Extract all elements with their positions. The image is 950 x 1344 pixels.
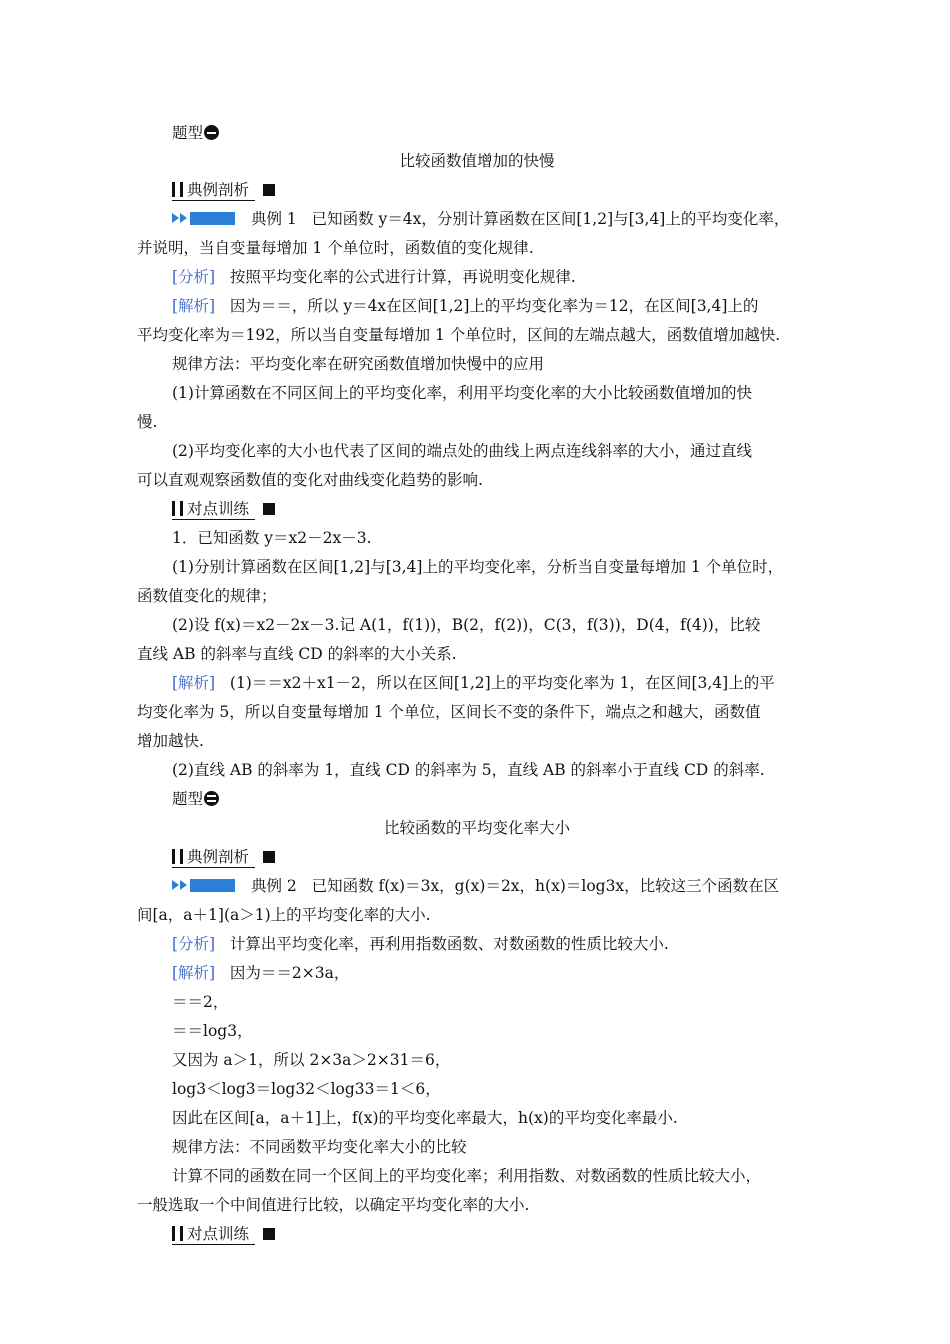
type1-analysis-header bbox=[172, 180, 275, 201]
section-header-underline bbox=[172, 499, 255, 520]
bar-icon bbox=[180, 849, 183, 864]
type2-solution-line4: 又因为 a＞1，所以 2×3a＞2×31＝6， bbox=[172, 1051, 451, 1069]
analysis-tag: [分析] bbox=[172, 268, 216, 286]
bar-icon bbox=[172, 501, 175, 516]
example-text: 已知函数 f(x)＝3x，g(x)＝2x，h(x)＝log3x，比较这三个函数在区 bbox=[311, 877, 780, 895]
type1-practice-header bbox=[172, 499, 275, 520]
section-header-underline bbox=[172, 180, 255, 201]
example-marker-icon bbox=[172, 212, 235, 225]
type1-method-title: 规律方法：平均变化率在研究函数值增加快慢中的应用 bbox=[172, 355, 545, 373]
analysis-text: 计算出平均变化率，再利用指数函数、对数函数的性质比较大小. bbox=[229, 935, 669, 953]
practice1-q1-line2: 函数值变化的规律； bbox=[137, 587, 277, 605]
practice1-problem: 1．已知函数 y＝x2－2x－3. bbox=[172, 529, 372, 547]
square-icon bbox=[263, 851, 275, 863]
type2-solution-line1 bbox=[172, 963, 349, 983]
type2-title: 比较函数的平均变化率大小 bbox=[383, 819, 570, 837]
solution-tag: [解析] bbox=[172, 964, 216, 982]
example-label: 典例 2 bbox=[251, 877, 297, 895]
practice1-q1-line1: (1)分别计算函数在区间[1,2]与[3,4]上的平均变化率，分析当自变量每增加 1 个单位时， bbox=[172, 558, 784, 576]
bar-icon bbox=[180, 501, 183, 516]
circled-two-icon bbox=[204, 791, 219, 806]
solution-tag: [解析] bbox=[172, 297, 216, 315]
type1-tag bbox=[172, 123, 219, 143]
type1-method2-line1: (2)平均变化率的大小也代表了区间的端点处的曲线上两点连线斜率的大小，通过直线 bbox=[172, 442, 752, 460]
solution-text: (1)＝＝x2＋x1－2，所以在区间[1,2]上的平均变化率为 1，在区间[3,4]上的平 bbox=[229, 674, 775, 692]
type2-method-line1: 计算不同的函数在同一个区间上的平均变化率；利用指数、对数函数的性质比较大小， bbox=[172, 1167, 762, 1185]
type1-example-line2: 并说明，当自变量每增加 1 个单位时，函数值的变化规律. bbox=[137, 239, 534, 257]
type1-analysis bbox=[172, 267, 576, 287]
type2-analysis bbox=[172, 934, 669, 954]
solution-text: 因为＝＝，所以 y＝4x在区间[1,2]上的平均变化率为＝12，在区间[3,4]上的 bbox=[229, 297, 759, 315]
type2-analysis-header bbox=[172, 847, 275, 868]
type2-example-line1 bbox=[172, 876, 779, 896]
example-text: 已知函数 y＝4x，分别计算函数在区间[1,2]与[3,4]上的平均变化率， bbox=[311, 210, 790, 228]
square-icon bbox=[263, 184, 275, 196]
practice1-solution-line1 bbox=[172, 673, 775, 693]
square-icon bbox=[263, 1228, 275, 1240]
section-header-underline bbox=[172, 1224, 255, 1245]
type1-title: 比较函数值增加的快慢 bbox=[399, 152, 555, 170]
solution-tag: [解析] bbox=[172, 674, 216, 692]
practice1-q2-line2: 直线 AB 的斜率与直线 CD 的斜率的大小关系. bbox=[137, 645, 457, 663]
example-label: 典例 1 bbox=[251, 210, 297, 228]
section-header-label: 对点训练 bbox=[187, 1225, 250, 1243]
type-label: 题型 bbox=[172, 124, 204, 142]
bar-icon bbox=[172, 1226, 175, 1241]
type2-solution-line6: 因此在区间[a，a＋1]上，f(x)的平均变化率最大，h(x)的平均变化率最小. bbox=[172, 1109, 678, 1127]
example-marker-icon bbox=[172, 879, 235, 892]
type2-method-line2: 一般选取一个中间值进行比较，以确定平均变化率的大小. bbox=[137, 1196, 530, 1214]
square-icon bbox=[263, 503, 275, 515]
section-header-underline bbox=[172, 847, 255, 868]
type1-method1-line2: 慢. bbox=[137, 413, 158, 431]
section-header-label: 典例剖析 bbox=[187, 848, 250, 866]
practice1-solution-line2: 均变化率为 5，所以自变量每增加 1 个单位，区间长不变的条件下，端点之和越大，函数值 bbox=[137, 703, 761, 721]
type2-solution-line3: ＝＝log3， bbox=[172, 1022, 253, 1040]
solution-text: 因为＝＝2×3a， bbox=[229, 964, 350, 982]
type2-example-line2: 间[a，a＋1](a＞1)上的平均变化率的大小. bbox=[137, 906, 431, 924]
section-header-label: 典例剖析 bbox=[187, 181, 250, 199]
section-header-label: 对点训练 bbox=[187, 500, 250, 518]
type1-solution-line1 bbox=[172, 296, 758, 316]
bar-icon bbox=[180, 1226, 183, 1241]
type1-example-line1 bbox=[172, 209, 789, 229]
analysis-tag: [分析] bbox=[172, 935, 216, 953]
type2-method-title: 规律方法：不同函数平均变化率大小的比较 bbox=[172, 1138, 467, 1156]
circled-one-icon bbox=[204, 125, 219, 140]
type2-solution-line5: log3＜log3＝log32＜log33＝1＜6， bbox=[172, 1080, 441, 1098]
practice1-q2-line1: (2)设 f(x)＝x2－2x－3.记 A(1，f(1))，B(2，f(2))，C(3，f(3))，D(4，f(4))，比较 bbox=[172, 616, 761, 634]
practice1-solution-line3: 增加越快. bbox=[137, 732, 204, 750]
analysis-text: 按照平均变化率的公式进行计算，再说明变化规律. bbox=[229, 268, 576, 286]
type1-method2-line2: 可以直观观察函数值的变化对曲线变化趋势的影响. bbox=[137, 471, 483, 489]
type-label: 题型 bbox=[172, 790, 204, 808]
type1-method1-line1: (1)计算函数在不同区间上的平均变化率，利用平均变化率的大小比较函数值增加的快 bbox=[172, 384, 752, 402]
type1-solution-line2: 平均变化率为＝192，所以当自变量每增加 1 个单位时，区间的左端点越大，函数值增加越快. bbox=[137, 326, 781, 344]
practice1-solution2: (2)直线 AB 的斜率为 1，直线 CD 的斜率为 5，直线 AB 的斜率小于直线 CD 的斜率. bbox=[172, 761, 765, 779]
type2-practice-header bbox=[172, 1224, 275, 1245]
type2-solution-line2: ＝＝2， bbox=[172, 993, 229, 1011]
type2-tag bbox=[172, 789, 219, 809]
bar-icon bbox=[180, 182, 183, 197]
bar-icon bbox=[172, 849, 175, 864]
bar-icon bbox=[172, 182, 175, 197]
